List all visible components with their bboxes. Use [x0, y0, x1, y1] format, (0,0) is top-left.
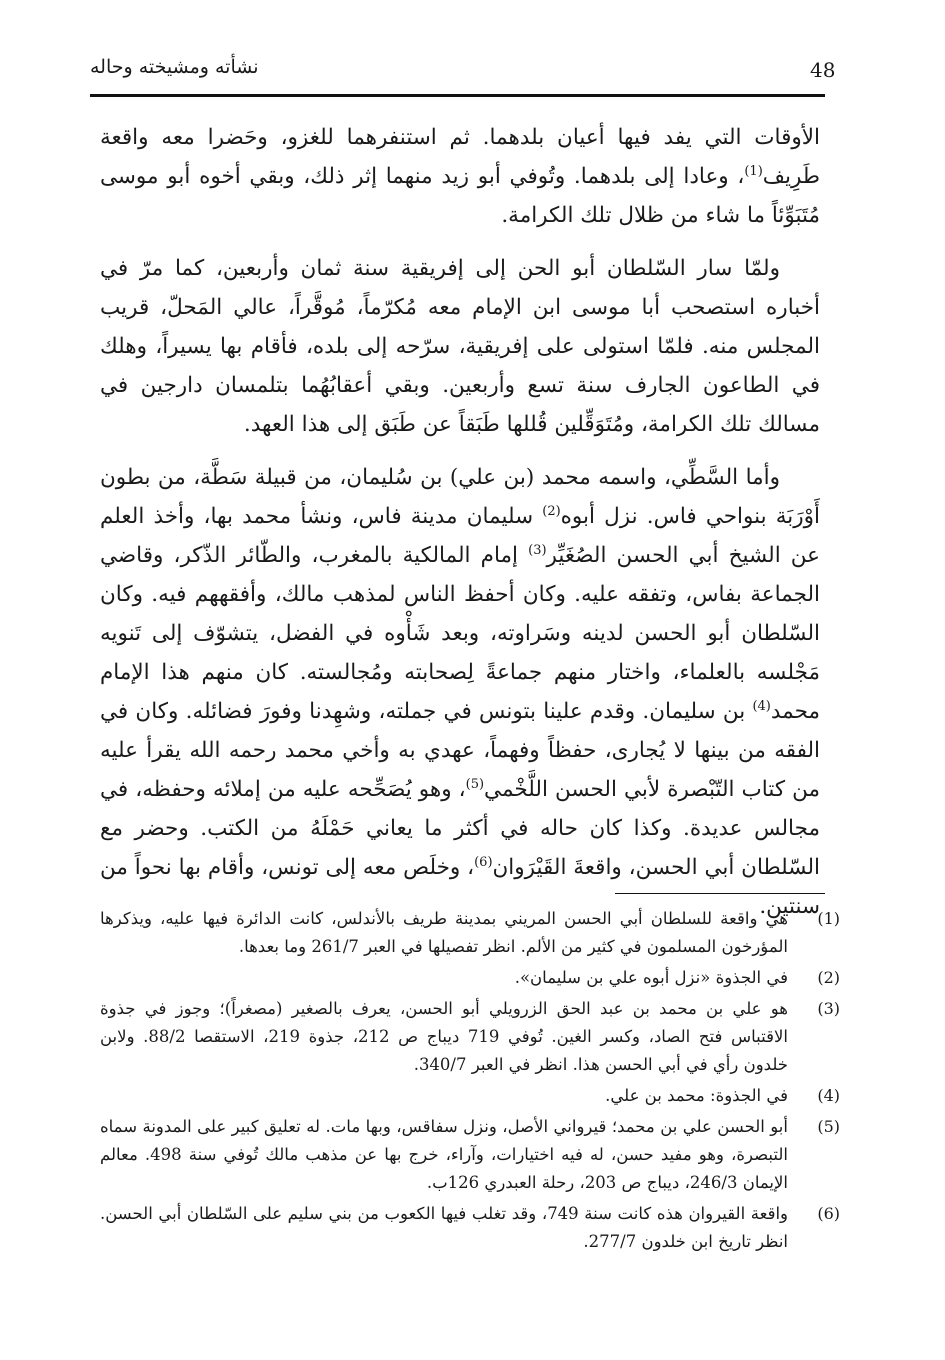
paragraph-1-text-after: ، وعادا إلى بلدهما. وتُوفي أبو زيد منهما إثر ذلك، وبقي أخوه أبو موسى مُتَبَوِّئاً ما شاء من ظلال تلك الكرامة.	[100, 164, 820, 228]
paragraph-2-text: ولمّا سار السّلطان أبو الحن إلى إفريقية سنة ثمان وأربعين، كما مرّ في أخباره استصحب أبا موسى ابن الإمام معه مُكرّماً، مُوقَّراً، عالي المَحلّ، قريب المجلس منه. فلمّا استولى على إفريقية، سرّحه إلى بلده، فأقام بها يسيراً، وهلك في الطاعون الجارف سنة تسع وأربعين. وبقي أعقابُهُما بتلمسان دارجين في مسالك تلك الكرامة، ومُتَوَقِّلين قُللها طَبَقاً عن طَبَق إلى هذا العهد.	[100, 256, 820, 437]
footnote	[100, 1082, 840, 1110]
footnote-text: واقعة القيروان هذه كانت سنة 749، وقد تغلب فيها الكعوب من بني سليم على السّلطان أبي الحسن. انظر تاريخ ابن خلدون 277/7.	[100, 1204, 789, 1251]
paragraph-3-text-4: بن سليمان. وقدم علينا بتونس في جملته، وشهِدنا وفورَ فضائله. وكان في الفقه من بينها لا يُجارى، حفظاً وفهماً، عهدي به وأخي محمد رحمه الله يقرأ عليه من كتاب التّبْصرة لأبي الحسن اللَّخْمي	[100, 699, 820, 802]
footnote-number: (1)	[817, 909, 840, 928]
footnote-number: (3)	[817, 999, 840, 1018]
footnote-number: (2)	[817, 968, 840, 987]
page-header	[90, 52, 836, 92]
main-text	[100, 118, 820, 940]
paragraph-3-text-6: ، وخلَص معه إلى تونس، وأقام بها نحواً من سنتين.	[100, 855, 820, 919]
footnote	[100, 964, 840, 992]
footnote-text: في الجذوة: محمد بن علي.	[605, 1086, 788, 1105]
footnotes	[100, 905, 840, 1259]
paragraph-3-text-3: إمام المالكية بالمغرب، والطّائر الذّكر، وقاضي الجماعة بفاس، وتفقه عليه. وكان أحفظ الناس لمذهب مالك، وأفقههم فيه. وكان السّلطان أبو الحسن لدينه وسَراوته، وبعد شَأْوه في الفضل، يتشوّف إلى تَنويه مَجْلسه بالعلماء، واختار منهم جماعةً لِصحابته ومُجالسته. كان منهم هذا الإمام محمد	[100, 543, 820, 724]
paragraph-3-text-5: ، وهو يُصَحِّحه عليه من إملائه وحفظه، في مجالس عديدة. وكذا كان حاله في أكثر ما يعاني حَمْلَهُ من الكتب. وحضر مع السّلطان أبي الحسن، واقعةَ القَيْرَوان	[100, 777, 820, 880]
footnote	[100, 995, 840, 1079]
footnote-ref-5: (5)	[465, 776, 485, 792]
footnote-text: هو علي بن محمد بن عبد الحق الزرويلي أبو الحسن، يعرف بالصغير (مصغراً)؛ وجوز في جذوة الاقتباس فتح الصاد، وكسر الغين. تُوفي 719 ديباج ص 212، جذوة 219، الاستقصا 88/2. ولابن خلدون رأي في أبي الحسن هذا. انظر في العبر 340/7.	[100, 999, 789, 1074]
running-title: نشأته ومشيخته وحاله	[90, 56, 259, 78]
footnote-text: في الجذوة «نزل أبوه علي بن سليمان».	[514, 968, 788, 987]
footnote	[100, 905, 840, 961]
paragraph-1-text: الأوقات التي يفد فيها أعيان بلدهما. ثم استنفرهما للغزو، وحَضرا معه واقعة طَرِيف	[100, 125, 820, 189]
paragraph-2	[100, 249, 820, 444]
footnote	[100, 1113, 840, 1197]
footnote-ref-1: (1)	[744, 163, 763, 179]
footnote-ref-4: (4)	[752, 698, 771, 714]
paragraph-3-text-2: سليمان مدينة فاس، ونشأ محمد بها، وأخذ العلم عن الشيخ أبي الحسن الصُغَيِّر	[100, 504, 820, 568]
footnote-ref-6: (6)	[474, 854, 493, 870]
footnote-number: (5)	[817, 1117, 840, 1136]
footnote-ref-2: (2)	[542, 503, 561, 519]
footnote-text: أبو الحسن علي بن محمد؛ قيرواني الأصل، ونزل سفاقس، وبها مات. له تعليق كبير على المدونة سماه التبصرة، وهو مفيد حسن، له فيه اختيارات، وآراء، خرج بها عن مذهب مالك تُوفي سنة 498. معالم الإيمان 246/3، ديباج ص 203، رحلة العبدري 126ب.	[100, 1117, 788, 1192]
footnote-rule	[615, 893, 825, 894]
footnote	[100, 1200, 840, 1256]
footnote-number: (6)	[817, 1204, 840, 1223]
footnote-ref-3: (3)	[528, 542, 547, 558]
paragraph-3-text-1: وأما السَّطِّي، واسمه محمد (بن علي) بن سُليمان، من قبيلة سَطَّة، من بطون أَوْرَبَة بنواحي فاس. نزل أبوه	[100, 465, 820, 529]
page-number: 48	[810, 58, 836, 82]
paragraph-1	[100, 118, 820, 235]
paragraph-3	[100, 458, 820, 926]
footnote-text: هي واقعة للسلطان أبي الحسن المريني بمدينة طريف بالأندلس، كانت الدائرة فيها عليه، ويذكرها المؤرخون المسلمون في كثير من الألم. انظر تفصيلها في العبر 261/7 وما بعدها.	[100, 909, 788, 956]
footnote-number: (4)	[817, 1086, 840, 1105]
header-rule	[90, 94, 825, 97]
